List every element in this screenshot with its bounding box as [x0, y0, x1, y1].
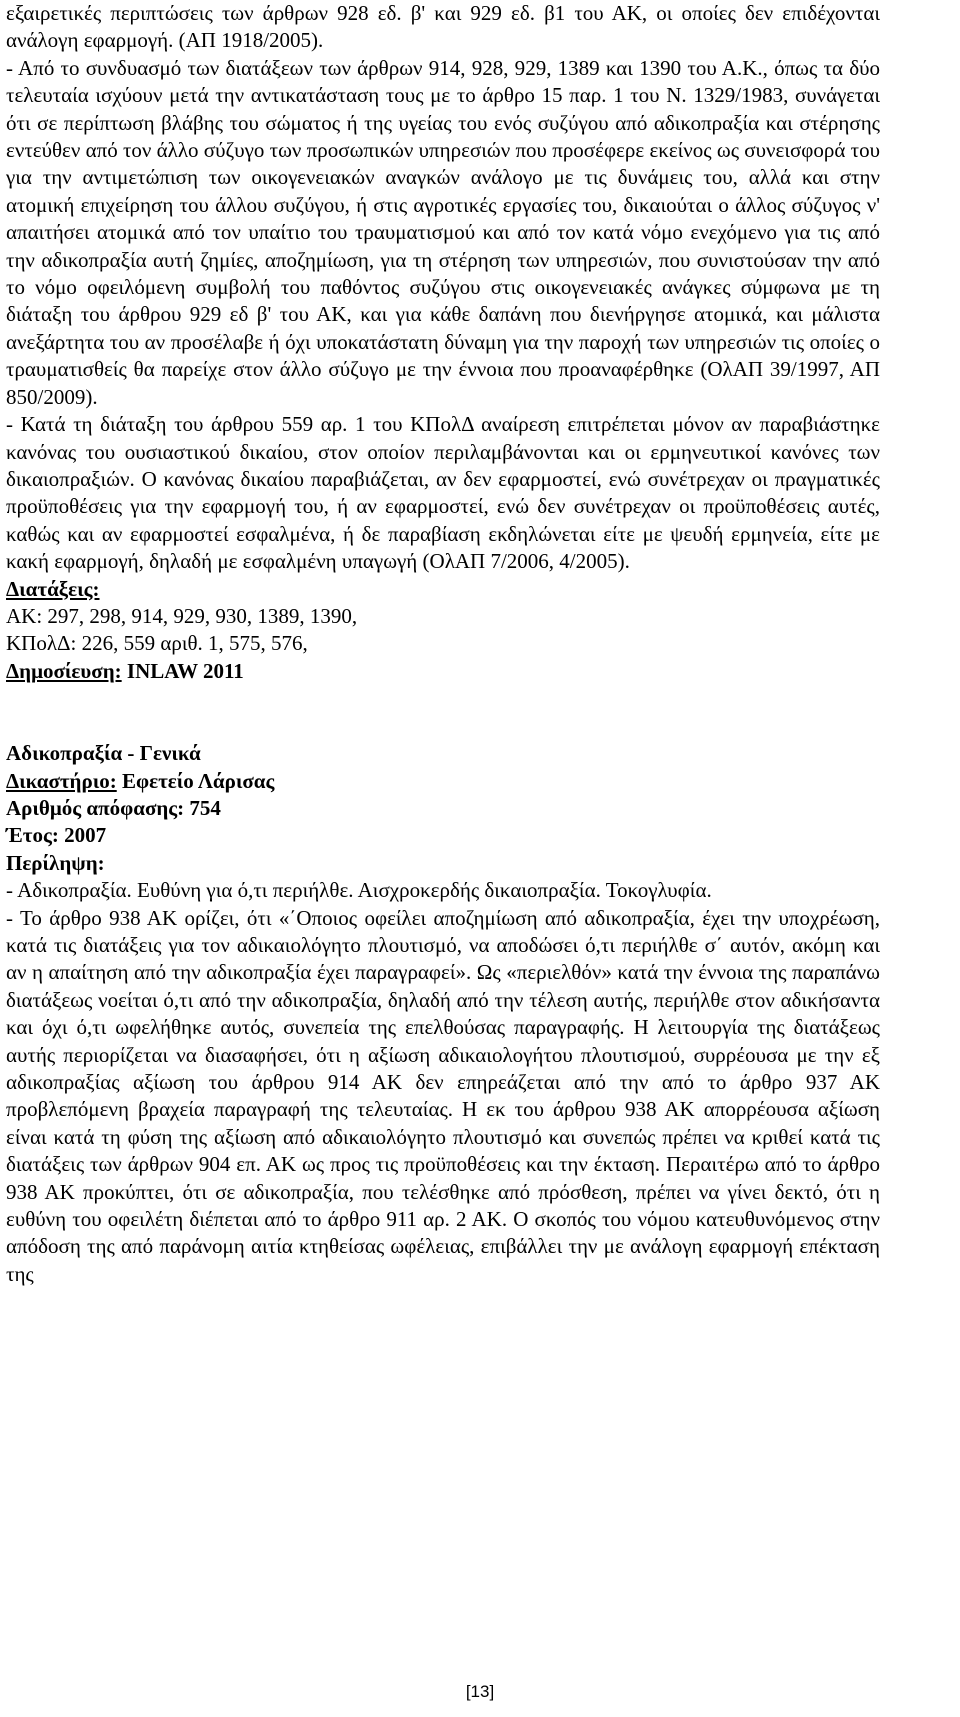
paragraph-cassation: - Κατά τη διάταξη του άρθρου 559 αρ. 1 του ΚΠολΔ αναίρεση επιτρέπεται μόνον αν παραβιάστηκε κανόνας του ουσιαστικού δικαίου, στον οποίον περιλαμβάνονται και οι ερμηνευτικοί κανόνες των δικαιοπραξιών. Ο κανόνας δικαίου παραβιάζεται, αν δεν εφαρμοστεί, ενώ συνέτρεχαν οι πραγματικές προϋποθέσεις για την εφαρμογή του, ή αν εφαρμοστεί, ενώ δεν συνέτρεχαν οι προϋποθέσεις αυτές, καθώς και αν εφαρμοστεί εσφαλμένα, ή δε παραβίαση εκδηλώνεται είτε με ψευδή ερμηνεία, είτε με κακή εφαρμογή, δηλαδή με εσφαλμένη υπαγωγή (ΟλΑΠ 7/2006, 4/2005). [6, 412, 880, 574]
decision-label: Αριθμός απόφασης: [6, 795, 185, 820]
year-label: Έτος: [6, 823, 59, 848]
publication-value: INLAW 2011 [121, 658, 244, 683]
court-label: Δικαστήριο: [6, 768, 117, 793]
decision-value: 754 [184, 795, 221, 820]
provisions-ak: ΑΚ: 297, 298, 914, 929, 930, 1389, 1390, [6, 603, 358, 628]
page-number: [13] [465, 1682, 495, 1701]
year-line [6, 822, 880, 849]
case-title: Αδικοπραξία - Γενικά [6, 741, 201, 766]
publication-label: Δημοσίευση: [6, 658, 122, 683]
decision-line [6, 795, 880, 822]
paragraph-continuation: εξαιρετικές περιπτώσεις των άρθρων 928 εδ. β' και 929 εδ. β1 του ΑΚ, οι οποίες δεν επιδέχονται ανάλογη εφαρμογή. (ΑΠ 1918/2005). [6, 1, 880, 53]
summary-keywords: - Αδικοπραξία. Ευθύνη για ό,τι περιήλθε. Αισχροκερδής δικαιοπραξία. Τοκογλυφία. [6, 878, 712, 903]
provisions-heading: Διατάξεις: [6, 576, 100, 601]
summary-label: Περίληψη: [6, 850, 105, 875]
section-spacer [6, 685, 880, 740]
paragraph-spouse-compensation: - Από το συνδυασμό των διατάξεων των άρθρων 914, 928, 929, 1389 και 1390 του Α.Κ., όπως τα δύο τελευταία ισχύουν μετά την αντικατάσταση τους με το άρθρο 15 παρ. 1 του Ν. 1329/1983, συνάγεται ότι σε περίπτωση βλάβης του σώματος ή της υγείας του ενός συζύγου από αδικοπραξία και στέρησης εντεύθεν από τον άλλο σύζυγο των προσωπικών υπηρεσιών που προσέφερε εκείνος ως συνεισφορά του για την αντιμετώπιση των οικογενειακών αναγκών ανάλογο με τις δυνάμεις του, αλλά και στην ατομική επιχείρηση του άλλου συζύγου, ή στις αγροτικές εργασίες του, δικαιούται ο άλλος σύζυγος ν' απαιτήσει ατομικά από τον υπαίτιο του τραυματισμού και από τον κατά νόμο ενεχόμενο για τις από την αδικοπραξία αυτή ζημίες, αποζημίωση, για τη στέρηση των υπηρεσιών, που συνιστούσαν την από το νόμο οφειλόμενη συμβολή του παθόντος συζύγου στις οικογενειακές ανάγκες σύμφωνα με τη διάταξη του άρθρου 929 εδ β' του ΑΚ, και για κάθε δαπάνη που διενήργησε ατομικά, και μάλιστα ανεξάρτητα του αν προσέλαβε ή όχι υποκατάστατη δύναμη για την παροχή των υπηρεσιών τις οποίες ο τραυματισθείς θα παρείχε στον άλλο σύζυγο με την έννοια που προαναφέρθηκε (ΟλΑΠ 39/1997, ΑΠ 850/2009). [6, 55, 880, 409]
document-body [6, 0, 880, 1288]
court-line [6, 768, 880, 795]
publication-line [6, 658, 880, 685]
court-value: Εφετείο Λάρισας [116, 768, 275, 793]
provisions-kpold: ΚΠολΔ: 226, 559 αριθ. 1, 575, 576, [6, 631, 308, 656]
year-value: 2007 [58, 823, 107, 848]
summary-paragraph: - Το άρθρο 938 ΑΚ ορίζει, ότι «΄Οποιος οφείλει αποζημίωση από αδικοπραξία, έχει την υποχρέωση, κατά τις διατάξεις για τον αδικαιολόγητο πλουτισμό, να αποδώσει ό,τι περιήλθε σ΄ αυτόν, ακόμη και αν η απαίτηση από την αδικοπραξία έχει παραγραφεί». Ως «περιελθόν» κατά την έννοια της παραπάνω διατάξεως νοείται ό,τι από την αδικοπραξία, δηλαδή από την τέλεση αυτής, περιήλθε στον αδικήσαντα και όχι ό,τι ωφελήθηκε αυτός, συνεπεία της επελθούσας παραγραφής. Η λειτουργία της διατάξεως αυτής περιορίζεται να διασαφήσει, ότι η αξίωση αδικαιολογήτου πλουτισμού, συρρέουσα με την εξ αδικοπραξίας αξίωση του άρθρου 914 ΑΚ δεν επηρεάζεται από την από το άρθρο 937 ΑΚ προβλεπόμενη βραχεία παραγραφή της τελευταίας. Η εκ του άρθρου 938 ΑΚ απορρέουσα αξίωση είναι κατά τη φύση της αξίωση από αδικαιολόγητο πλουτισμό και συνεπώς πρέπει να κριθεί κατά τις διατάξεις των άρθρων 904 επ. ΑΚ ως προς τις προϋποθέσεις και την έκταση. Περαιτέρω από το άρθρο 938 ΑΚ προκύπτει, ότι σε αδικοπραξία, που τελέσθηκε από πρόσθεση, πρέπει να γίνει δεκτό, ότι η ευθύνη του οφειλέτη διέπεται από το άρθρο 911 αρ. 2 ΑΚ. Ο σκοπός του νόμου κατευθυνόμενος στην απόδοση της από παράνομη αιτία κτηθείσας ωφέλειας, επιβάλλει την με ανάλογη εφαρμογή επέκταση της [6, 905, 880, 1286]
